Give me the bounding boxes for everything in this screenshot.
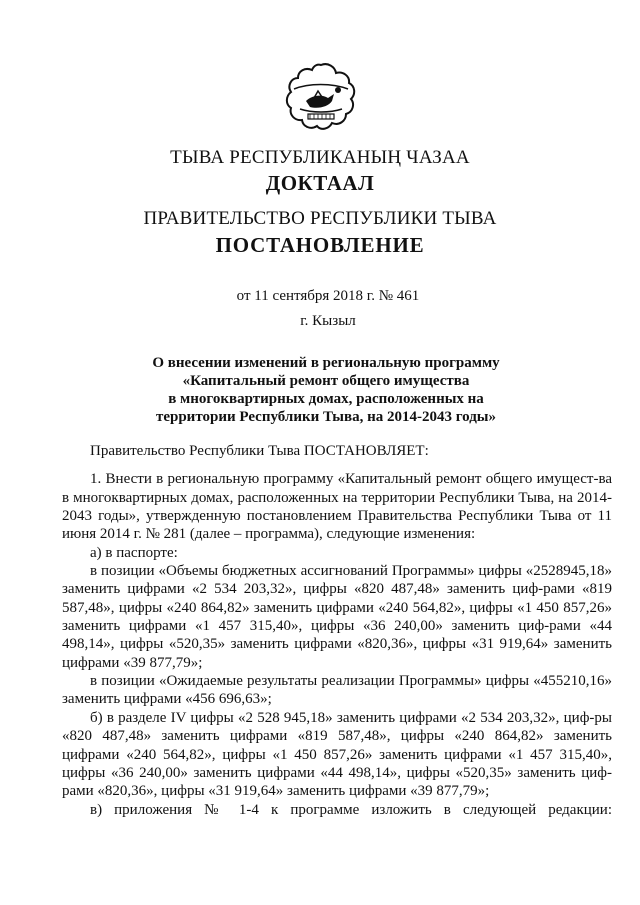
government-heading: ПРАВИТЕЛЬСТВО РЕСПУБЛИКИ ТЫВА [143, 208, 497, 229]
body-paragraph: в) приложения № 1-4 к программе изложить в следующей редакции: [90, 801, 612, 818]
document-city: г. Кызыл [300, 313, 356, 329]
tyva-government-heading: ТЫВА РЕСПУБЛИКАНЫҢ ЧАЗАА [170, 147, 470, 168]
resolution-heading: ПОСТАНОВЛЕНИЕ [215, 233, 425, 257]
doktaal-heading: ДОКТААЛ [265, 171, 375, 195]
body-paragraph: в позиции «Объемы бюджетных ассигнований Программы» цифры «2528945,18» заменить цифрами «2 534 203,32», цифры «820 487,48» заменить циф-рами «819 587,48», цифры «240 864,82» заменить цифрами «240 564,82», цифры «1 450 857,26» заменить цифрами «1 457 315,40», цифры «36 240,00» заменить циф-рами «44 498,14», цифры «520,35» заменить цифрами «820,36», цифры «31 919,64» заменить цифрами «39 877,79»; [62, 563, 612, 671]
tyva-emblem-icon [284, 61, 358, 133]
document-title [6, 354, 640, 426]
title-line: территории Республики Тыва, на 2014-2043 годы» [155, 409, 497, 425]
body-paragraph: Правительство Республики Тыва ПОСТАНОВЛЯЕТ: [90, 443, 429, 459]
body-paragraph: а) в паспорте: [90, 544, 178, 561]
document-date: от 11 сентября 2018 г. № 461 [236, 288, 420, 304]
body-paragraph: 1. Внести в региональную программу «Капитальный ремонт общего имущест-ва в многоквартирных домах, расположенных на территории Республики Тыва, на 2014-2043 годы», утвержденную постановлением Правительства Республики Тыва от 11 июня 2014 г. № 281 (далее – программа), следующие изменения: [62, 471, 612, 543]
document-body [62, 442, 612, 819]
title-line: О внесении изменений в региональную программу [152, 355, 500, 371]
title-line: «Капитальный ремонт общего имущества [182, 373, 470, 389]
body-paragraph: в позиции «Ожидаемые результаты реализации Программы» цифры «455210,16» заменить цифрами «456 696,63»; [62, 673, 612, 708]
title-line: в многоквартирных домах, расположенных на [168, 391, 484, 407]
body-paragraph: б) в разделе IV цифры «2 528 945,18» заменить цифрами «2 534 203,32», циф-ры «820 487,48» заменить цифрами «819 587,48», цифры «240 864,82» заменить цифрами «240 564,82», цифры «1 450 857,26» заменить цифрами «1 457 315,40», цифры «36 240,00» заменить цифрами «44 498,14», цифры «520,35» заменить циф-рами «820,36», цифры «31 919,64» заменить цифрами «39 877,79»; [62, 709, 612, 800]
